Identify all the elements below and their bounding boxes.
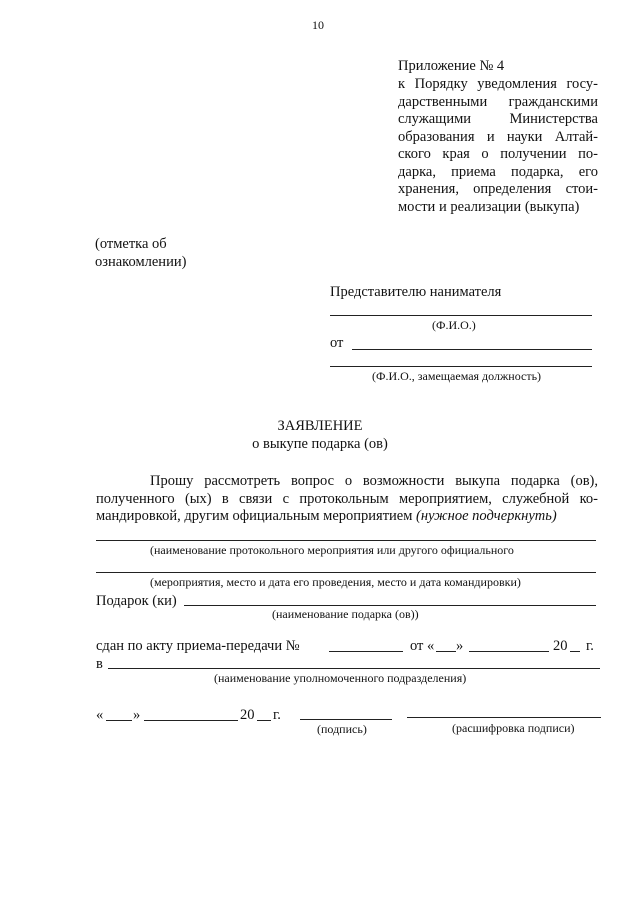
event-details-caption: (мероприятия, место и дата его проведения, место и дата командировки) bbox=[150, 575, 521, 589]
appendix-line: мости и реализации (выкупа) bbox=[398, 198, 580, 215]
department-line[interactable] bbox=[108, 668, 600, 669]
act-label: сдан по акту приема-передачи № bbox=[96, 638, 300, 654]
gift-label: Подарок (ки) bbox=[96, 593, 177, 609]
document-subtitle: о выкупе подарка (ов) bbox=[252, 436, 388, 452]
act-from-label: от « bbox=[410, 638, 435, 654]
addressee-from-line[interactable] bbox=[352, 349, 592, 350]
appendix-line: дарка, приема подарка, его bbox=[398, 163, 598, 180]
date-month-line[interactable] bbox=[144, 720, 238, 721]
act-year-prefix: 20 bbox=[553, 638, 568, 654]
date-year-suffix: г. bbox=[273, 707, 281, 723]
page-number: 10 bbox=[312, 18, 324, 32]
addressee-fio-caption: (Ф.И.О.) bbox=[432, 318, 476, 332]
appendix-text bbox=[398, 76, 598, 216]
body-line: Прошу рассмотреть вопрос о возможности выкупа подарка (ов), bbox=[150, 473, 598, 489]
appendix-title: Приложение № 4 bbox=[398, 58, 505, 74]
addressee-from-caption: (Ф.И.О., замещаемая должность) bbox=[372, 369, 542, 383]
signature-caption: (подпись) bbox=[317, 722, 367, 736]
document-title: ЗАЯВЛЕНИЕ bbox=[277, 418, 363, 434]
addressee-fio-line[interactable] bbox=[330, 315, 592, 316]
event-name-line[interactable] bbox=[96, 540, 596, 541]
event-details-line[interactable] bbox=[96, 572, 596, 573]
addressee-from-label: от bbox=[330, 335, 344, 351]
appendix-line: образования и науки Алтай- bbox=[398, 128, 598, 145]
act-day-line[interactable] bbox=[436, 651, 456, 652]
acknowledgement-line2: ознакомлении) bbox=[95, 254, 187, 270]
gift-name-line[interactable] bbox=[184, 605, 596, 606]
appendix-line: к Порядку уведомления госу- bbox=[398, 76, 598, 92]
body-line-text: мандировкой, другим официальным мероприятием bbox=[96, 508, 413, 524]
body-line bbox=[96, 508, 557, 525]
signature-decoding-line[interactable] bbox=[407, 717, 601, 718]
body-line: полученного (ых) в связи с протокольным мероприятием, служебной ко- bbox=[96, 491, 598, 507]
appendix-line: ского края о получении по- bbox=[398, 146, 598, 162]
addressee-to: Представителю нанимателя bbox=[330, 284, 502, 300]
date-day-line[interactable] bbox=[106, 720, 132, 721]
signature-decoding-caption: (расшифровка подписи) bbox=[452, 721, 575, 735]
date-open: « bbox=[96, 707, 104, 723]
date-year-prefix: 20 bbox=[240, 707, 255, 723]
act-month-line[interactable] bbox=[469, 651, 549, 652]
appendix-line: дарственными гражданскими bbox=[398, 93, 598, 110]
act-from-close: » bbox=[456, 638, 464, 654]
appendix-line: хранения, определения стои- bbox=[398, 181, 598, 197]
act-year-suffix: г. bbox=[586, 638, 594, 654]
act-year-line[interactable] bbox=[570, 651, 580, 652]
department-caption: (наименование уполномоченного подразделения) bbox=[214, 671, 467, 685]
gift-name-caption: (наименование подарка (ов)) bbox=[272, 607, 419, 621]
date-close: » bbox=[133, 707, 141, 723]
acknowledgement-line1: (отметка об bbox=[95, 236, 167, 252]
addressee-position-line[interactable] bbox=[330, 366, 592, 367]
department-label: в bbox=[96, 656, 103, 672]
act-number-line[interactable] bbox=[329, 651, 403, 652]
event-name-caption: (наименование протокольного мероприятия или другого официального bbox=[150, 543, 514, 557]
date-year-line[interactable] bbox=[257, 720, 271, 721]
signature-line[interactable] bbox=[300, 719, 392, 720]
body-line-note: (нужное подчеркнуть) bbox=[416, 508, 557, 524]
appendix-line: служащими Министерства bbox=[398, 111, 598, 127]
